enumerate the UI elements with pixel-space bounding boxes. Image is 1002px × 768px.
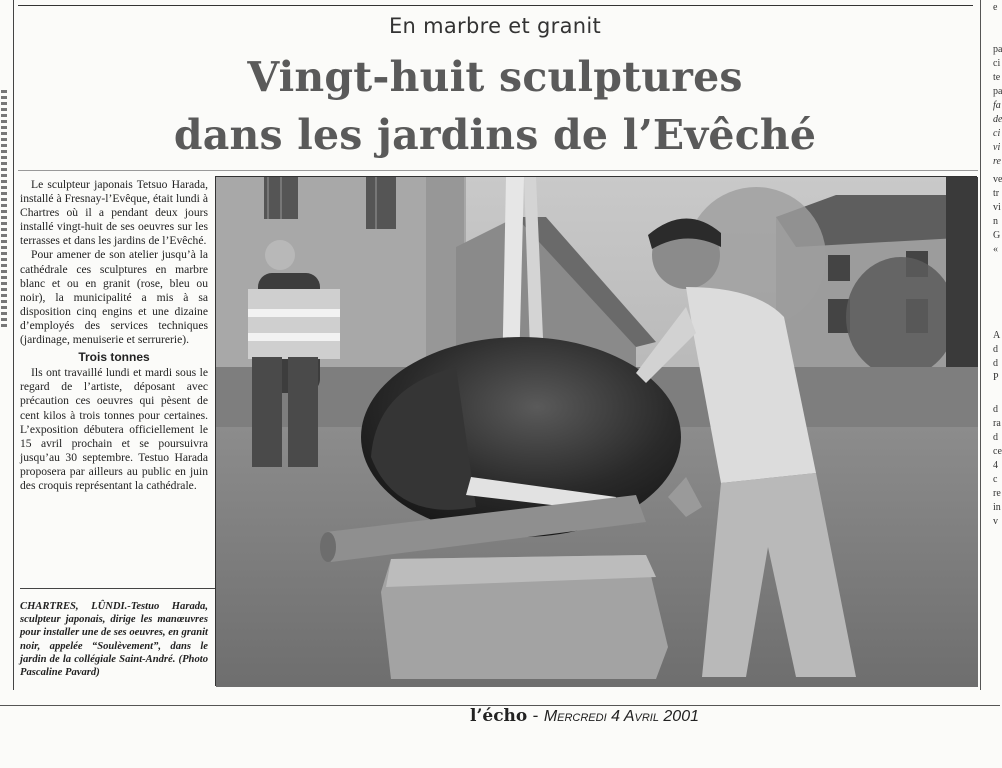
right-column-fragment: G (993, 230, 1001, 241)
edge-tick (1, 228, 7, 231)
edge-tick (1, 144, 7, 147)
edge-tick (1, 138, 7, 141)
edge-tick (1, 198, 7, 201)
right-neighbour-column (980, 0, 1000, 690)
edge-tick (1, 102, 7, 105)
edge-tick (1, 114, 7, 117)
right-column-fragment: n (993, 216, 998, 227)
edge-tick (1, 264, 7, 267)
edge-tick (1, 162, 7, 165)
footer-dateline (470, 706, 790, 726)
footer-separator: - (527, 706, 544, 726)
right-column-fragment: de (993, 114, 1002, 125)
right-column-fragment: d (993, 358, 998, 369)
right-column-fragment: in (993, 502, 1001, 513)
left-column-edge (0, 0, 14, 690)
edge-tick (1, 150, 7, 153)
edge-tick (1, 210, 7, 213)
right-column-fragment: A (993, 330, 1001, 341)
edge-tick (1, 306, 7, 309)
headline-line-1: Vingt-huit sculptures (247, 53, 743, 101)
right-column-fragment: c (993, 474, 998, 485)
edge-tick (1, 186, 7, 189)
right-column-fragment: ra (993, 418, 1001, 429)
article-subhead: Trois tonnes (78, 350, 150, 365)
edge-tick (1, 300, 7, 303)
right-column-fragment: vi (993, 142, 1001, 153)
edge-tick (1, 222, 7, 225)
edge-tick (1, 216, 7, 219)
edge-tick (1, 90, 7, 93)
newspaper-name: l’écho (470, 706, 528, 726)
edge-tick (1, 246, 7, 249)
right-column-fragment: v (993, 516, 998, 527)
edge-tick (1, 276, 7, 279)
right-column-fragment: tr (993, 188, 1000, 199)
edge-tick (1, 318, 7, 321)
edge-tick (1, 282, 7, 285)
edge-tick (1, 240, 7, 243)
photo-caption: CHARTRES, LÛNDI.-Testuo Harada, sculpteur japonais, dirige les manœuvres pour installer une de ses oeuvres, en granit noir, appelée “Soulèvement”, dans le jardin de la collégiale Saint-André. (Photo Pascaline Pavard) (20, 601, 208, 679)
edge-tick (1, 294, 7, 297)
article-photo (215, 176, 977, 686)
right-column-fragment: e (993, 2, 998, 13)
headline-line-2: dans les jardins de l’Evêché (173, 111, 817, 159)
right-column-fragment: « (993, 244, 998, 255)
right-column-fragment: fa (993, 100, 1001, 111)
edge-tick (1, 270, 7, 273)
edge-tick (1, 96, 7, 99)
edge-tick (1, 204, 7, 207)
edge-tick (1, 258, 7, 261)
headline-divider (18, 170, 978, 171)
right-column-fragment: pa (993, 44, 1002, 55)
edge-tick (1, 132, 7, 135)
right-column-fragment: pa (993, 86, 1002, 97)
right-column-fragment: re (993, 156, 1001, 167)
edge-tick (1, 108, 7, 111)
edge-tick (1, 324, 7, 327)
edge-tick (1, 234, 7, 237)
edge-tick (1, 312, 7, 315)
caption-divider (20, 588, 216, 589)
top-border-rule (18, 0, 973, 6)
right-column-fragment: P (993, 372, 999, 383)
edge-tick (1, 156, 7, 159)
article-paragraph: Ils ont travaillé lundi et mardi sous le regard de l’artiste, déposant avec précaution ces oeuvres qui pèsent de cent kilos à trois tonnes pour certaines. L’exposition débutera officiellement le 15 avril prochain et se poursuivra jusqu’au 30 septembre. Testuo Harada proposera par ailleurs au public en juin des croquis représentant la cathédrale. (20, 366, 208, 492)
right-column-fragment: te (993, 72, 1001, 83)
article-paragraph: Le sculpteur japonais Tetsuo Harada, installé à Fresnay-l’Evêque, était lundi à Chartres où il a pendant deux jours installé vingt-huit de ses oeuvres sur les terrasses et dans les jardins de l’Evêché. (20, 178, 208, 248)
photo-illustration (216, 177, 978, 687)
right-column-fragment: ve (993, 174, 1002, 185)
right-column-fragment: ce (993, 446, 1002, 457)
edge-tick (1, 252, 7, 255)
right-column-fragment: re (993, 488, 1001, 499)
right-column-fragment: ci (993, 58, 1001, 69)
headline (90, 48, 900, 164)
edge-tick (1, 180, 7, 183)
publication-date: Mercredi 4 Avril 2001 (543, 708, 700, 725)
right-column-fragment: 4 (993, 460, 998, 471)
right-column-fragment: d (993, 432, 998, 443)
right-column-fragment: ci (993, 128, 1001, 139)
edge-tick (1, 120, 7, 123)
edge-tick (1, 174, 7, 177)
right-column-fragment: d (993, 404, 998, 415)
article-body (20, 178, 208, 493)
right-column-fragment: vi (993, 202, 1001, 213)
right-column-fragment: d (993, 344, 998, 355)
article-paragraph: Pour amener de son atelier jusqu’à la cathédrale ces sculptures en marbre blanc et ou en granit (rose, bleu ou noir), la municipalité a mis à sa disposition cinq engins et une dizaine d’employés des services techniques (jardinage, menuiserie et serrurerie). (20, 248, 208, 347)
edge-tick (1, 168, 7, 171)
edge-tick (1, 288, 7, 291)
edge-tick (1, 192, 7, 195)
edge-tick (1, 126, 7, 129)
kicker-subtitle: En marbre et granit (388, 14, 602, 38)
